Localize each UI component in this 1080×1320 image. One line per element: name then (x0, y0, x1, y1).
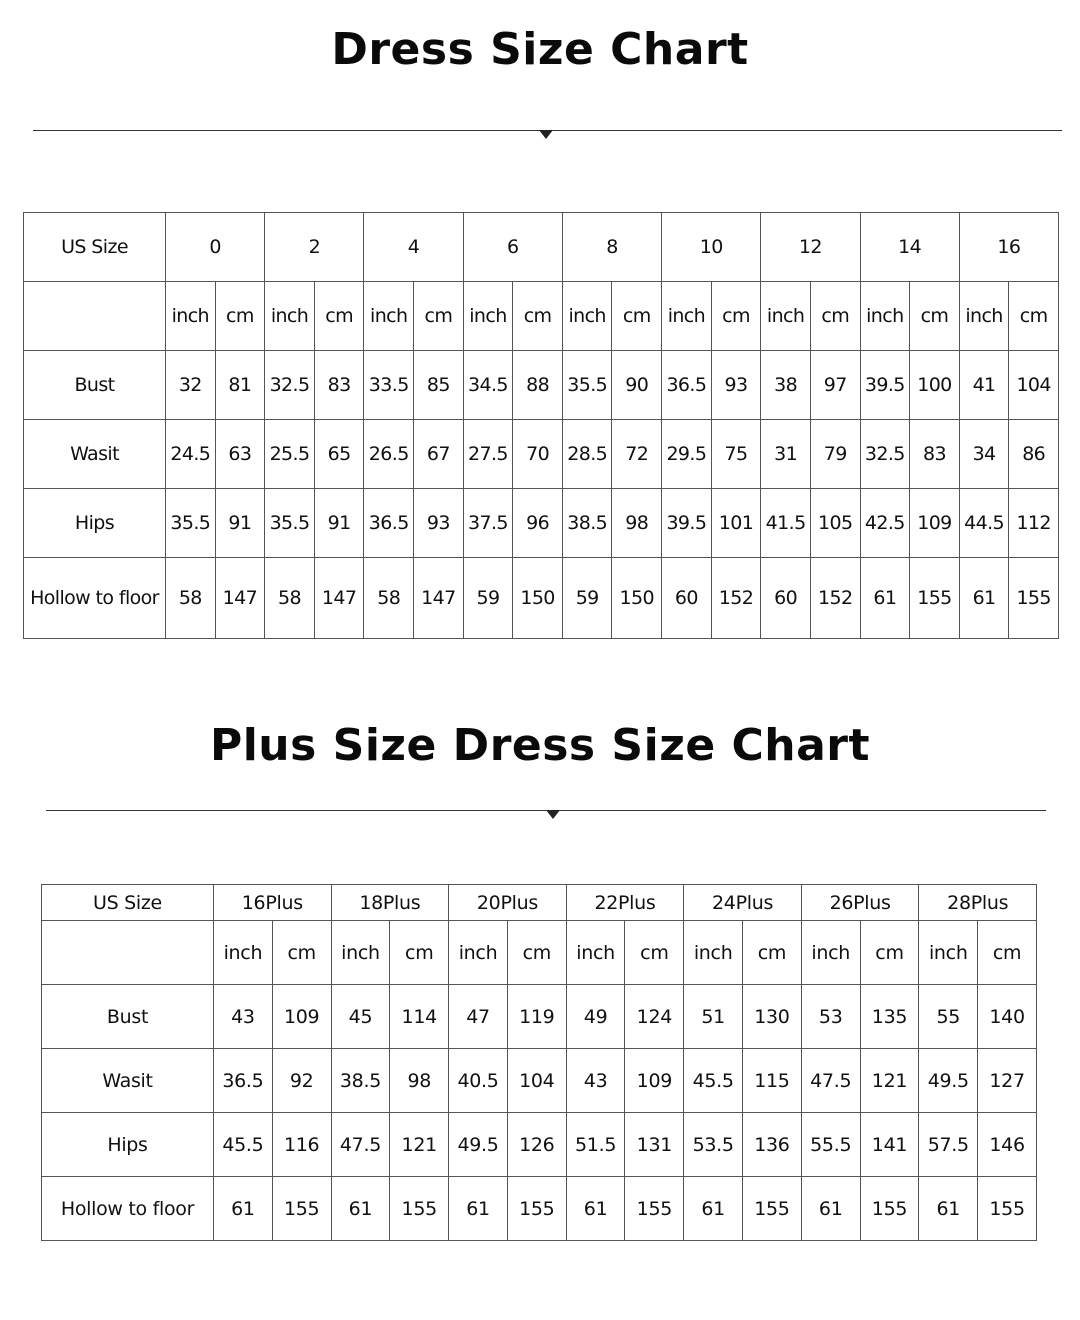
measurement-value: 91 (215, 489, 265, 558)
size-header-cell: 16Plus (214, 885, 332, 921)
measurement-value: 53.5 (684, 1113, 743, 1177)
size-header-cell: 22Plus (566, 885, 684, 921)
measurement-row (24, 420, 1059, 489)
plus-title-divider (46, 810, 1046, 811)
measurement-label: Wasit (42, 1049, 214, 1113)
measurement-value: 147 (414, 558, 464, 639)
size-header-cell: 18Plus (331, 885, 449, 921)
measurement-value: 49 (566, 985, 625, 1049)
measurement-value: 55 (919, 985, 978, 1049)
size-header-cell: 10 (662, 213, 761, 282)
size-header-cell: 2 (265, 213, 364, 282)
measurement-value: 155 (272, 1177, 331, 1241)
unit-cm-cell: cm (390, 921, 449, 985)
measurement-value: 47.5 (331, 1113, 390, 1177)
measurement-row (42, 1113, 1037, 1177)
measurement-value: 32 (166, 351, 216, 420)
measurement-value: 93 (711, 351, 761, 420)
unit-cm-cell: cm (711, 282, 761, 351)
measurement-value: 79 (810, 420, 860, 489)
measurement-value: 152 (810, 558, 860, 639)
measurement-value: 155 (1009, 558, 1059, 639)
measurement-row (24, 558, 1059, 639)
measurement-value: 119 (507, 985, 566, 1049)
us-size-label: US Size (42, 885, 214, 921)
measurement-value: 38.5 (331, 1049, 390, 1113)
measurement-value: 109 (625, 1049, 684, 1113)
measurement-value: 32.5 (265, 351, 315, 420)
measurement-value: 61 (331, 1177, 390, 1241)
measurement-value: 130 (743, 985, 802, 1049)
measurement-value: 35.5 (562, 351, 612, 420)
measurement-value: 61 (214, 1177, 273, 1241)
measurement-value: 61 (566, 1177, 625, 1241)
measurement-value: 93 (414, 489, 464, 558)
measurement-label: Bust (42, 985, 214, 1049)
measurement-value: 49.5 (919, 1049, 978, 1113)
measurement-row (42, 1177, 1037, 1241)
measurement-value: 61 (449, 1177, 508, 1241)
measurement-row (24, 351, 1059, 420)
measurement-value: 37.5 (463, 489, 513, 558)
measurement-value: 58 (364, 558, 414, 639)
measurement-value: 83 (910, 420, 960, 489)
measurement-value: 28.5 (562, 420, 612, 489)
measurement-value: 141 (860, 1113, 919, 1177)
measurement-value: 53 (801, 985, 860, 1049)
measurement-value: 126 (507, 1113, 566, 1177)
size-header-cell: 28Plus (919, 885, 1037, 921)
unit-inch-cell: inch (919, 921, 978, 985)
unit-cm-cell: cm (215, 282, 265, 351)
unit-cm-cell: cm (743, 921, 802, 985)
measurement-value: 147 (314, 558, 364, 639)
measurement-value: 60 (662, 558, 712, 639)
empty-label-cell (24, 282, 166, 351)
measurement-value: 61 (959, 558, 1009, 639)
unit-cm-cell: cm (314, 282, 364, 351)
unit-inch-cell: inch (959, 282, 1009, 351)
measurement-value: 59 (562, 558, 612, 639)
unit-cm-cell: cm (612, 282, 662, 351)
measurement-value: 104 (1009, 351, 1059, 420)
measurement-value: 58 (166, 558, 216, 639)
measurement-value: 27.5 (463, 420, 513, 489)
measurement-value: 65 (314, 420, 364, 489)
size-header-cell: 14 (860, 213, 959, 282)
unit-inch-cell: inch (562, 282, 612, 351)
measurement-value: 101 (711, 489, 761, 558)
measurement-value: 39.5 (662, 489, 712, 558)
unit-inch-cell: inch (265, 282, 315, 351)
measurement-value: 150 (612, 558, 662, 639)
measurement-value: 43 (566, 1049, 625, 1113)
measurement-value: 90 (612, 351, 662, 420)
measurement-value: 86 (1009, 420, 1059, 489)
measurement-value: 155 (910, 558, 960, 639)
unit-inch-cell: inch (449, 921, 508, 985)
measurement-label: Bust (24, 351, 166, 420)
unit-inch-cell: inch (331, 921, 390, 985)
measurement-value: 44.5 (959, 489, 1009, 558)
measurement-value: 49.5 (449, 1113, 508, 1177)
measurement-label: Hips (24, 489, 166, 558)
measurement-value: 67 (414, 420, 464, 489)
measurement-value: 32.5 (860, 420, 910, 489)
measurement-value: 147 (215, 558, 265, 639)
plus-size-table (41, 884, 1037, 1241)
measurement-value: 59 (463, 558, 513, 639)
measurement-value: 83 (314, 351, 364, 420)
triangle-down-icon (539, 130, 553, 139)
measurement-value: 121 (390, 1113, 449, 1177)
size-header-cell: 0 (166, 213, 265, 282)
measurement-value: 42.5 (860, 489, 910, 558)
size-header-cell: 4 (364, 213, 463, 282)
measurement-value: 41.5 (761, 489, 811, 558)
unit-cm-cell: cm (860, 921, 919, 985)
size-header-cell: 20Plus (449, 885, 567, 921)
size-header-cell: 6 (463, 213, 562, 282)
dress-size-table (23, 212, 1059, 639)
unit-inch-cell: inch (761, 282, 811, 351)
size-header-cell: 26Plus (801, 885, 919, 921)
measurement-value: 34.5 (463, 351, 513, 420)
measurement-value: 45.5 (684, 1049, 743, 1113)
measurement-value: 114 (390, 985, 449, 1049)
measurement-value: 25.5 (265, 420, 315, 489)
unit-cm-cell: cm (507, 921, 566, 985)
measurement-value: 98 (390, 1049, 449, 1113)
measurement-value: 136 (743, 1113, 802, 1177)
measurement-value: 112 (1009, 489, 1059, 558)
unit-inch-cell: inch (214, 921, 273, 985)
measurement-value: 155 (625, 1177, 684, 1241)
measurement-value: 91 (314, 489, 364, 558)
measurement-row (42, 1049, 1037, 1113)
measurement-value: 109 (272, 985, 331, 1049)
measurement-row (24, 489, 1059, 558)
measurement-value: 36.5 (214, 1049, 273, 1113)
measurement-value: 57.5 (919, 1113, 978, 1177)
measurement-value: 75 (711, 420, 761, 489)
unit-cm-cell: cm (414, 282, 464, 351)
unit-cm-cell: cm (513, 282, 563, 351)
measurement-value: 121 (860, 1049, 919, 1113)
us-size-label: US Size (24, 213, 166, 282)
measurement-value: 155 (743, 1177, 802, 1241)
dress-size-chart-title: Dress Size Chart (331, 24, 749, 75)
measurement-value: 61 (919, 1177, 978, 1241)
measurement-value: 155 (507, 1177, 566, 1241)
measurement-value: 81 (215, 351, 265, 420)
measurement-value: 96 (513, 489, 563, 558)
measurement-value: 45.5 (214, 1113, 273, 1177)
measurement-value: 51 (684, 985, 743, 1049)
measurement-value: 60 (761, 558, 811, 639)
measurement-value: 150 (513, 558, 563, 639)
measurement-value: 72 (612, 420, 662, 489)
measurement-label: Wasit (24, 420, 166, 489)
measurement-value: 33.5 (364, 351, 414, 420)
size-header-cell: 24Plus (684, 885, 802, 921)
measurement-value: 131 (625, 1113, 684, 1177)
measurement-value: 124 (625, 985, 684, 1049)
measurement-label: Hips (42, 1113, 214, 1177)
unit-cm-cell: cm (272, 921, 331, 985)
measurement-value: 36.5 (662, 351, 712, 420)
size-header-row (42, 885, 1037, 921)
measurement-value: 155 (390, 1177, 449, 1241)
measurement-value: 140 (978, 985, 1037, 1049)
measurement-value: 36.5 (364, 489, 414, 558)
size-header-row (24, 213, 1059, 282)
measurement-value: 40.5 (449, 1049, 508, 1113)
measurement-value: 39.5 (860, 351, 910, 420)
measurement-value: 146 (978, 1113, 1037, 1177)
plus-size-chart-title: Plus Size Dress Size Chart (209, 720, 871, 771)
triangle-down-icon (546, 810, 560, 819)
measurement-value: 97 (810, 351, 860, 420)
measurement-value: 24.5 (166, 420, 216, 489)
measurement-value: 35.5 (265, 489, 315, 558)
unit-inch-cell: inch (166, 282, 216, 351)
unit-cm-cell: cm (910, 282, 960, 351)
measurement-value: 51.5 (566, 1113, 625, 1177)
measurement-value: 85 (414, 351, 464, 420)
measurement-value: 155 (978, 1177, 1037, 1241)
measurement-value: 61 (801, 1177, 860, 1241)
measurement-value: 135 (860, 985, 919, 1049)
measurement-value: 88 (513, 351, 563, 420)
title-divider (33, 130, 1062, 131)
measurement-value: 61 (684, 1177, 743, 1241)
measurement-value: 47.5 (801, 1049, 860, 1113)
measurement-value: 115 (743, 1049, 802, 1113)
unit-inch-cell: inch (684, 921, 743, 985)
unit-cm-cell: cm (978, 921, 1037, 985)
measurement-value: 116 (272, 1113, 331, 1177)
unit-cm-cell: cm (1009, 282, 1059, 351)
measurement-value: 61 (860, 558, 910, 639)
measurement-value: 100 (910, 351, 960, 420)
unit-inch-cell: inch (801, 921, 860, 985)
unit-inch-cell: inch (463, 282, 513, 351)
measurement-value: 155 (860, 1177, 919, 1241)
measurement-value: 47 (449, 985, 508, 1049)
unit-inch-cell: inch (662, 282, 712, 351)
measurement-value: 45 (331, 985, 390, 1049)
measurement-value: 104 (507, 1049, 566, 1113)
measurement-value: 58 (265, 558, 315, 639)
size-header-cell: 12 (761, 213, 860, 282)
measurement-label: Hollow to floor (24, 558, 166, 639)
measurement-label: Hollow to floor (42, 1177, 214, 1241)
measurement-value: 127 (978, 1049, 1037, 1113)
unit-inch-cell: inch (860, 282, 910, 351)
measurement-value: 29.5 (662, 420, 712, 489)
measurement-value: 92 (272, 1049, 331, 1113)
measurement-row (42, 985, 1037, 1049)
measurement-value: 26.5 (364, 420, 414, 489)
unit-row (42, 921, 1037, 985)
measurement-value: 38.5 (562, 489, 612, 558)
measurement-value: 98 (612, 489, 662, 558)
measurement-value: 31 (761, 420, 811, 489)
measurement-value: 34 (959, 420, 1009, 489)
unit-cm-cell: cm (625, 921, 684, 985)
measurement-value: 109 (910, 489, 960, 558)
size-header-cell: 16 (959, 213, 1058, 282)
measurement-value: 70 (513, 420, 563, 489)
measurement-value: 35.5 (166, 489, 216, 558)
measurement-value: 38 (761, 351, 811, 420)
measurement-value: 43 (214, 985, 273, 1049)
unit-row (24, 282, 1059, 351)
empty-label-cell (42, 921, 214, 985)
unit-cm-cell: cm (810, 282, 860, 351)
unit-inch-cell: inch (364, 282, 414, 351)
measurement-value: 105 (810, 489, 860, 558)
measurement-value: 63 (215, 420, 265, 489)
unit-inch-cell: inch (566, 921, 625, 985)
size-header-cell: 8 (562, 213, 661, 282)
measurement-value: 55.5 (801, 1113, 860, 1177)
measurement-value: 152 (711, 558, 761, 639)
measurement-value: 41 (959, 351, 1009, 420)
